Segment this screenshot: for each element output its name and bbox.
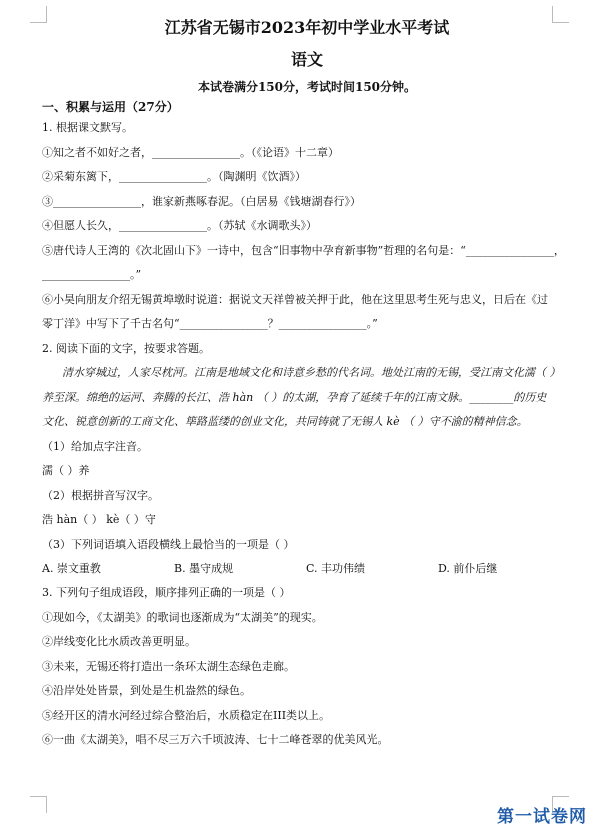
site-watermark: 第一试卷网 [497, 807, 587, 827]
answer-options [42, 557, 572, 581]
section-heading: 一、积累与运用（27分） [42, 100, 179, 114]
question-line: （2）根据拼音写汉字。 [42, 488, 159, 502]
passage-line: 文化、锐意创新的工商文化、筚路蓝缕的创业文化，共同铸就了无锡人 kè （ ）守不渝的精神信念。 [42, 415, 528, 428]
question-line: 濡（ ）养 [42, 464, 90, 477]
exam-page [42, 16, 572, 753]
question-line: 3. 下列句子组成语段，顺序排列正确的一项是（ ） [42, 586, 291, 599]
sentence-line: ④沿岸处处皆景，到处是生机盎然的绿色。 [42, 684, 251, 697]
option-d: D. 前仆后继 [438, 562, 498, 575]
crop-mark-bottom-left [30, 796, 47, 813]
exam-note: 本试卷满分150分，考试时间150分钟。 [197, 80, 417, 94]
exam-subject: 语文 [290, 50, 323, 69]
option-c: C. 丰功伟绩 [306, 562, 366, 575]
passage-line: 清水穿城过，人家尽枕河。江南是地域文化和诗意乡愁的代名词。地处江南的无锡，受江南文化濡（ ） [62, 366, 561, 379]
question-line: （1）给加点字注音。 [42, 439, 148, 453]
exam-title: 江苏省无锡市2023年初中学业水平考试 [164, 18, 450, 37]
sentence-line: ⑤经开区的清水河经过综合整治后，水质稳定在III类以上。 [42, 708, 331, 722]
question-line: 浩 hàn（ ） kè（ ）守 [42, 513, 156, 526]
question-line: ⑥小昊向朋友介绍无锡黄埠墩时说道：据说文天祥曾被关押于此，他在这里思考生死与忠义，日后在《过 [42, 292, 548, 306]
sentence-line: ①现如今，《太湖美》的歌词也逐渐成为“太湖美”的现实。 [42, 610, 323, 624]
question-line: 2. 阅读下面的文字，按要求答题。 [42, 341, 210, 355]
question-line: ④但愿人长久，________________。（苏轼《水调歌头》） [42, 219, 317, 232]
question-line: 零丁洋》中写下了千古名句“________________？________________。” [42, 317, 378, 330]
question-line: ________________。” [42, 268, 142, 281]
question-line: ③________________，谁家新燕啄春泥。（白居易《钱塘湖春行》） [42, 194, 361, 208]
question-line: ⑤唐代诗人王湾的《次北固山下》一诗中，包含“旧事物中孕育新事物”哲理的名句是：“________________， [42, 243, 565, 257]
option-b: B. 墨守成规 [174, 562, 234, 575]
question-line: 1. 根据课文默写。 [42, 121, 133, 134]
question-line: （3）下列词语填入语段横线上最恰当的一项是（ ） [42, 537, 295, 551]
question-line: ②采菊东篱下，________________。（陶渊明《饮酒》） [42, 170, 306, 183]
question-line: ①知之者不如好之者，________________。（《论语》十二章） [42, 145, 339, 159]
option-a: A. 崇文重教 [42, 562, 101, 575]
sentence-line: ②岸线变化比水质改善更明显。 [42, 635, 196, 648]
sentence-line: ③未来，无锡还将打造出一条环太湖生态绿色走廊。 [42, 659, 295, 673]
sentence-line: ⑥一曲《太湖美》，唱不尽三万六千顷波涛、七十二峰苍翠的优美风光。 [42, 733, 389, 746]
passage-line: 养至深。绵绝的运河、奔腾的长江、浩 hàn （ ）的太湖，孕育了延续千年的江南文脉。________的历史 [42, 390, 547, 404]
